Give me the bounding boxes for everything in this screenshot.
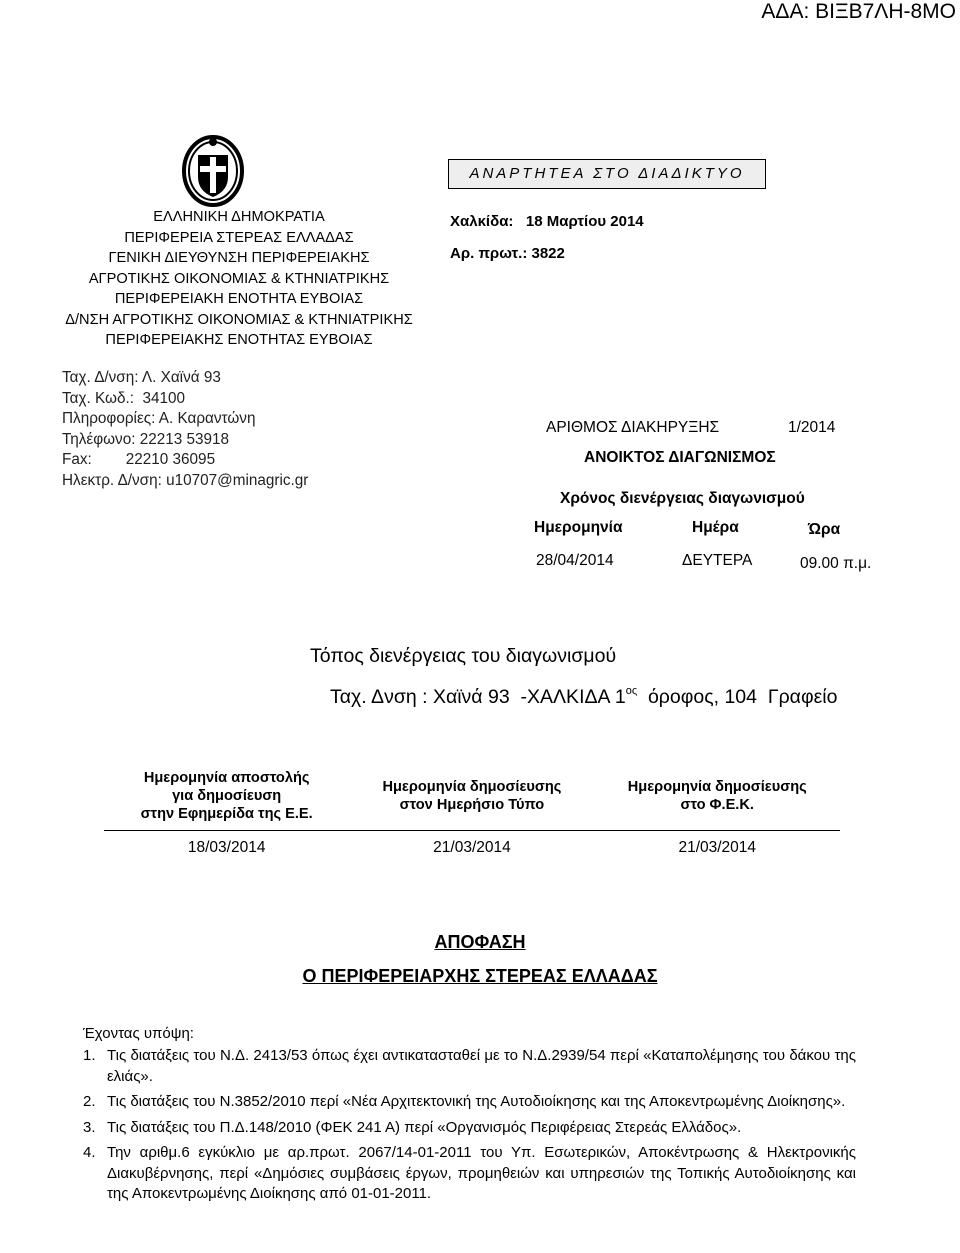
time-header-date: Ημερομηνία [534,519,623,536]
header-line: ΠΕΡΙΦΕΡΕΙΑΚΗ ΕΝΟΤΗΤΑ ΕΥΒΟΙΑΣ [114,291,364,307]
authority-header [0,207,478,351]
pub-value-press: 21/03/2014 [433,839,511,856]
pub-header-line: στην Εφημερίδα της Ε.Ε. [140,806,313,822]
contact-line: Ταχ. Κωδ.: 34100 [62,389,186,407]
item-number: 2. [83,1093,96,1110]
address-ordinal: ος [625,685,638,697]
header-line: ΑΓΡΟΤΙΚΗΣ ΟΙΚΟΝΟΜΙΑΣ & ΚΤΗΝΙΑΤΡΙΚΗΣ [88,270,390,287]
list-item [83,1118,856,1139]
contact-email: Ηλεκτρ. Δ/νση: u10707@minagric.gr [62,471,309,489]
decision-title: ΑΠΟΦΑΣΗ [434,932,526,952]
item-number: 3. [83,1118,96,1136]
time-header-hour: Ώρα [808,521,841,538]
pub-header-line: στο Φ.Ε.Κ. [680,797,754,813]
item-text: Τις διατάξεις του Ν.3852/2010 περί «Νέα Αρχιτεκτονική της Αυτοδιοίκησης και της Αποκεντρωμένης Διοίκησης». [107,1093,846,1110]
declaration-number: 1/2014 [788,419,836,436]
pub-header-line: Ημερομηνία δημοσίευσης [627,779,807,795]
pub-header-line: Ημερομηνία αποστολής [143,770,310,786]
ada-code: ΑΔΑ: ΒΙΞΒ7ΛΗ-8ΜΟ [761,0,956,23]
header-line: ΕΛΛΗΝΙΚΗ ΔΗΜΟΚΡΑΤΙΑ [153,209,325,225]
contact-line: Τηλέφωνο: 22213 53918 [62,430,230,448]
pub-header-ee [104,766,349,826]
tender-time-title: Χρόνος διενέργειας διαγωνισμού [560,490,805,507]
considering-label: Έχοντας υπόψη: [83,1025,194,1042]
contact-line: Πληροφορίες: Α. Καραντώνη [62,410,256,427]
tender-place-title: Τόπος διενέργειας του διαγωνισμού [310,645,617,667]
pub-header-fek [595,766,840,826]
pub-header-press [349,766,594,826]
header-line: ΠΕΡΙΦΕΡΕΙΑ ΣΤΕΡΕΑΣ ΕΛΛΑΔΑΣ [124,229,354,246]
header-line: ΓΕΝΙΚΗ ΔΙΕΥΘΥΝΣΗ ΠΕΡΙΦΕΡΕΙΑΚΗΣ [108,250,370,266]
pub-header-line: για δημοσίευση [172,788,282,804]
list-item [83,1046,856,1087]
contact-line: Ταχ. Δ/νση: Λ. Χαϊνά 93 [62,369,221,386]
item-text: Τις διατάξεις του Π.Δ.148/2010 (ΦΕΚ 241 Α) περί «Οργανισμός Περιφέρειας Στερεάς Ελλάδος». [107,1118,742,1136]
declaration-row [546,418,836,438]
pub-header-line: στον Ημερήσιο Τύπο [399,797,545,813]
header-line: ΠΕΡΙΦΕΡΕΙΑΚΗΣ ΕΝΟΤΗΤΑΣ ΕΥΒΟΙΑΣ [105,332,373,348]
item-text: Την αριθμ.6 εγκύκλιο με αρ.πρωτ. 2067/14-01-2011 του Υπ. Εσωτερικών, Αποκέντρωσης & Ηλεκτρονικής Διακυβέρνησης, περί «Δημόσιες συμβάσεις έργων, προμηθειών και υπηρεσιών της Τοπικής Αυτοδιοίκησης και της Αποκεντρωμένης Διοίκησης από 01-01-2011. [107,1144,856,1202]
tender-place-address [330,678,837,710]
contact-line: Fax: 22210 36095 [62,451,216,468]
contact-info [62,368,308,491]
item-number: 4. [83,1144,96,1161]
time-value-day: ΔΕΥΤΕΡΑ [682,552,753,569]
declaration-label: ΑΡΙΘΜΟΣ ΔΙΑΚΗΡΥΞΗΣ [546,419,720,436]
pub-value-fek: 21/03/2014 [678,839,757,856]
open-tender-title: ΑΝΟΙΚΤΟΣ ΔΙΑΓΩΝΙΣΜΟΣ [584,449,776,466]
place-date: Χαλκίδα: 18 Μαρτίου 2014 [450,213,644,230]
address-rest: όροφος, 104 Γραφείο [637,686,838,708]
address-main: Ταχ. Δνση : Χαϊνά 93 -ΧΑΛΚΙΔΑ 1 [330,686,626,708]
regional-head-title: Ο ΠΕΡΙΦΕΡΕΙΑΡΧΗΣ ΣΤΕΡΕΑΣ ΕΛΛΑΔΑΣ [302,966,658,986]
time-value-date: 28/04/2014 [536,552,614,569]
considering-list [83,1046,856,1210]
time-value-hour: 09.00 π.μ. [800,555,872,572]
internet-posting-banner: ΑΝΑΡΤΗΤΕΑ ΣΤΟ ΔΙΑΔΙΚΤΥΟ [448,159,766,189]
list-item [83,1092,856,1113]
item-number: 1. [83,1047,96,1064]
greek-emblem-icon [182,133,244,207]
pub-header-line: Ημερομηνία δημοσίευσης [382,779,562,795]
header-line: Δ/ΝΣΗ ΑΓΡΟΤΙΚΗΣ ΟΙΚΟΝΟΜΙΑΣ & ΚΤΗΝΙΑΤΡΙΚΗΣ [65,311,413,328]
protocol-number: Αρ. πρωτ.: 3822 [450,245,565,262]
list-item [83,1143,856,1205]
pub-value-ee: 18/03/2014 [187,839,266,856]
publication-dates-table [104,766,840,857]
item-text: Τις διατάξεις του Ν.Δ. 2413/53 όπως έχει αντικατασταθεί με το Ν.Δ.2939/54 περί «Καταπολέμησης του δάκου της ελιάς». [107,1047,856,1085]
time-header-day: Ημέρα [692,519,739,536]
